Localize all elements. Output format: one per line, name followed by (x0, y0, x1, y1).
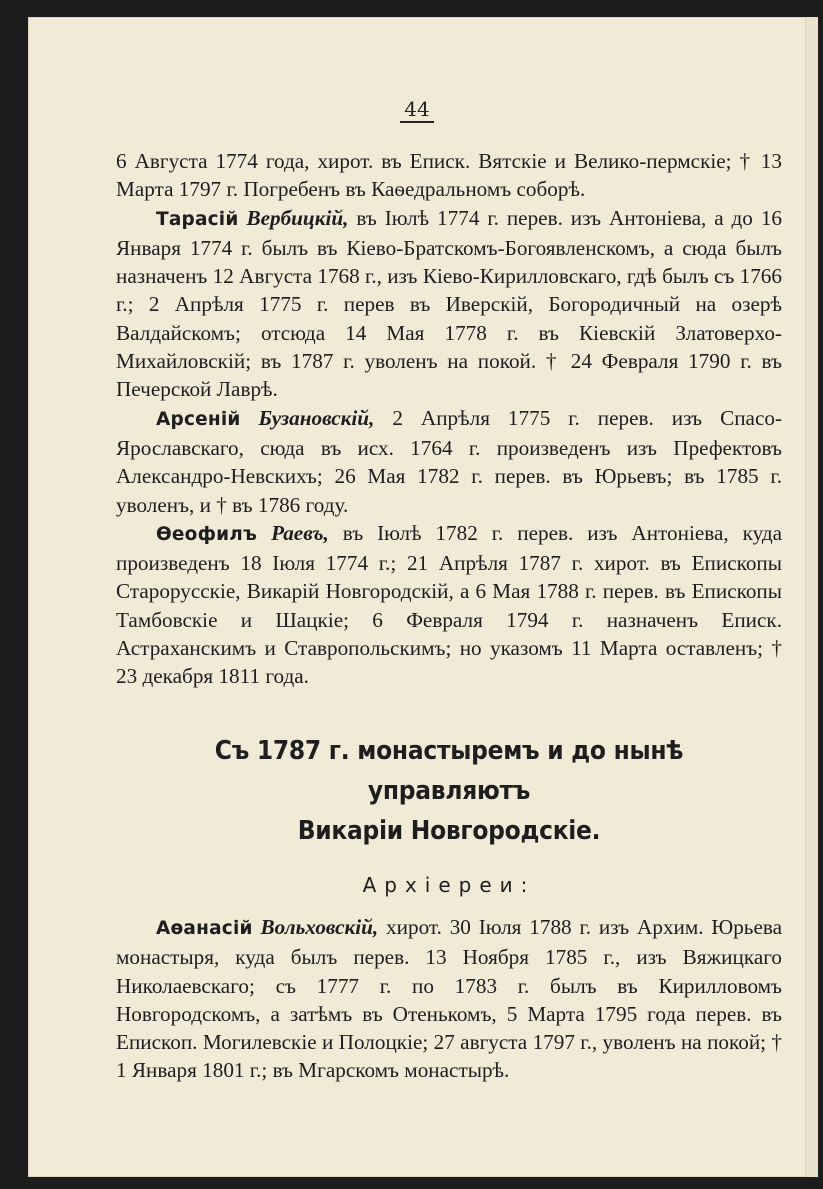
entry-text: 2 Апрѣля 1775 г. перев. изъ Спасо-Ярославскаго, сюда въ исх. 1764 г. произведенъ изъ Префектовъ Александро-Невскихъ; 26 Мая 1782 г. перев. въ Юрьевъ; въ 1785 г. уволенъ, и † въ 1786 году. (116, 405, 783, 517)
entry-feofil (116, 519, 782, 691)
entry-arseniy (116, 404, 782, 519)
entry-text: хирот. 30 Іюля 1788 г. изъ Архим. Юрьева монастыря, куда былъ перев. 13 Ноября 1785 г., изъ Вяжицкаго Николаевскаго; съ 1777 г. по 1783 г. былъ въ Кирилловомъ Новгородскомъ, а затѣмъ въ Отенькомъ, 5 Марта 1795 года перев. въ Епископ. Могилевскіе и Полоцкіе; 27 августа 1797 г., уволенъ на покой; † 1 Января 1801 г.; въ Мгарскомъ монастырѣ. (116, 914, 782, 1083)
entry-afanasiy (116, 913, 782, 1085)
entry-name: Арсеній (156, 408, 241, 430)
paragraph-continuation (116, 147, 782, 204)
entry-surname: Вербицкій, (246, 205, 349, 230)
entry-tarasiy (116, 204, 782, 404)
entry-name: Ѳеофилъ (156, 523, 258, 545)
entry-text: въ Іюлѣ 1774 г. перев. изъ Антоніева, а до 16 Января 1774 г. былъ въ Кіево-Братскомъ-Богоявленскомъ, а сюда былъ назначенъ 12 Августа 1768 г., изъ Кіево-Кирилловскаго, гдѣ былъ съ 1766 г.; 2 Апрѣля 1775 г. перев въ Иверскій, Богородичный на озерѣ Валдайскомъ; отсюда 14 Мая 1778 г. въ Кіевскій Златоверхо-Михайловскій; въ 1787 г. уволенъ на покой. † 24 Февраля 1790 г. въ Печерской Лаврѣ. (116, 205, 783, 402)
entry-name: Тарасій (156, 208, 239, 230)
paragraph-text: 6 Августа 1774 года, хирот. въ Еписк. Вятскіе и Велико-пермскіе; † 13 Марта 1797 г. Погребенъ въ Каѳедральномъ соборѣ. (116, 149, 782, 202)
entry-text: въ Іюлѣ 1782 г. перев. изъ Антоніева, куда произведенъ 18 Іюля 1774 г.; 21 Апрѣля 1787 г. хирот. въ Епископы Старорусскіе, Викарій Новгородскій, а 6 Мая 1788 г. перев. въ Епископы Тамбовскіе и Шацкіе; 6 Февраля 1794 г. назначенъ Еписк. Астраханскимъ и Ставропольскимъ; но указомъ 11 Марта оставленъ; † 23 декабря 1811 года. (116, 520, 783, 689)
section-heading (149, 731, 748, 851)
entry-surname: Раевъ, (271, 520, 329, 545)
page-number (28, 97, 806, 121)
section-heading-line1: Съ 1787 г. монастыремъ и до нынѣ управляютъ (214, 735, 684, 806)
entry-surname: Бузановскій, (258, 405, 375, 430)
page-number-text: 44 (400, 97, 433, 123)
next-page-edge (806, 17, 818, 1177)
entry-surname: Вольховскій, (260, 914, 379, 939)
book-page (28, 17, 806, 1177)
subheading: Архіереи: (362, 872, 536, 897)
section-heading-line2: Викаріи Новгородскіе. (297, 815, 601, 846)
entry-name: Аѳанасій (156, 917, 253, 939)
page-body (116, 147, 782, 1085)
